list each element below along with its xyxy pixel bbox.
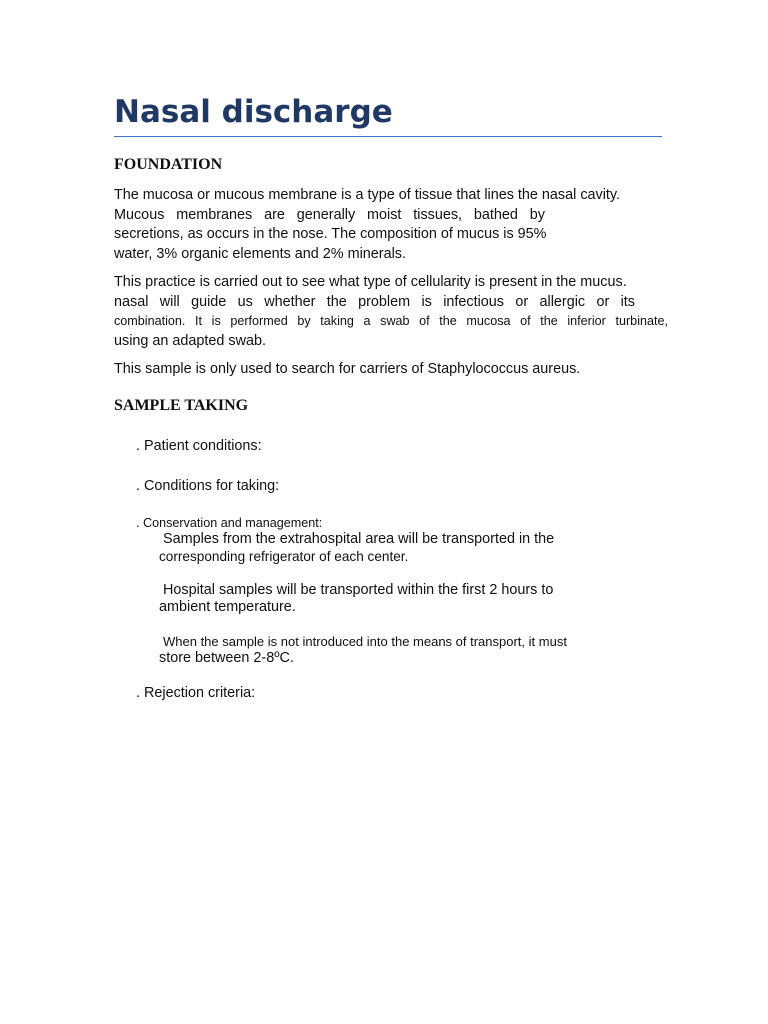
detail-line: ambient temperature. (159, 598, 296, 615)
paragraph-line: The mucosa or mucous membrane is a type of tissue that lines the nasal cavity. (114, 187, 621, 203)
paragraph-line: water, 3% organic elements and 2% minerals. (114, 245, 406, 262)
paragraph-line: This practice is carried out to see what type of cellularity is present in the mucus. (114, 274, 627, 290)
document-page (114, 92, 668, 703)
paragraph-line: using an adapted swab. (114, 332, 267, 349)
foundation-paragraph-1 (114, 186, 641, 264)
foundation-paragraph-3: This sample is only used to search for carriers of Staphylococcus aureus. (114, 361, 581, 377)
conservation-detail-hospital (136, 582, 668, 616)
paragraph-line: nasal will guide us whether the problem is infectious or allergic or its (114, 293, 635, 310)
list-item-conservation: . Conservation and management: (136, 515, 323, 530)
detail-line: store between 2-8ºC. (159, 649, 294, 666)
list-item-rejection-criteria: . Rejection criteria: (136, 684, 256, 701)
paragraph-line: combination. It is performed by taking a swab of the mucosa of the inferior turbinate, (114, 314, 668, 328)
detail-line: Hospital samples will be transported within the first 2 hours to (163, 581, 554, 598)
foundation-paragraph-2 (114, 273, 668, 351)
detail-line: corresponding refrigerator of each center. (159, 548, 409, 564)
section-heading-sample-taking: SAMPLE TAKING (114, 396, 249, 414)
list-item-patient-conditions: . Patient conditions: (136, 437, 262, 454)
sample-taking-list (114, 437, 668, 703)
detail-line: When the sample is not introduced into the means of transport, it must (163, 633, 567, 649)
paragraph-line: Mucous membranes are generally moist tissues, bathed by (114, 206, 545, 223)
paragraph-line: secretions, as occurs in the nose. The composition of mucus is 95% (114, 226, 547, 242)
section-heading-foundation: FOUNDATION (114, 156, 223, 173)
document-title: Nasal discharge (114, 92, 662, 137)
list-item-conditions-for-taking: . Conditions for taking: (136, 477, 280, 494)
detail-line: Samples from the extrahospital area will be transported in the (163, 530, 555, 547)
conservation-detail-storage (136, 633, 668, 667)
conservation-detail-extrahospital (136, 531, 668, 565)
